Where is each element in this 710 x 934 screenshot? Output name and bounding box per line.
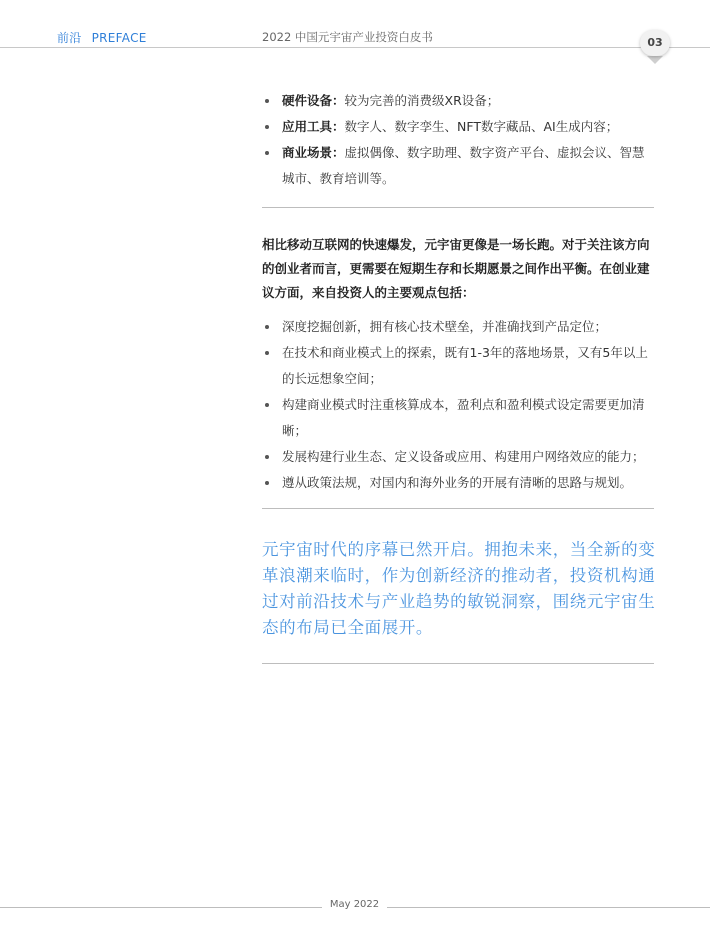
- list-item: [262, 140, 657, 192]
- list-item-text: 虚拟偶像、数字助理、数字资产平台、虚拟会议、智慧城市、教育培训等。: [282, 145, 645, 186]
- section-divider: [262, 663, 654, 664]
- footer-date: May 2022: [329, 899, 380, 910]
- footer-divider-left: [0, 907, 322, 908]
- list-item: 发展构建行业生态、定义设备或应用、构建用户网络效应的能力；: [262, 444, 657, 470]
- footer-divider-right: [387, 907, 710, 908]
- list-item-text: 数字人、数字孪生、NFT数字藏品、AI生成内容；: [344, 119, 619, 134]
- page-number-badge: 03: [640, 30, 670, 56]
- page-badge-pointer: [647, 56, 663, 64]
- section-label: [57, 29, 147, 46]
- advice-list: [262, 314, 657, 496]
- list-item-label: 应用工具：: [282, 119, 345, 134]
- list-item: 构建商业模式时注重核算成本，盈利点和盈利模式设定需要更加清晰；: [262, 392, 657, 444]
- list-item: [262, 114, 657, 140]
- quote-section: [262, 537, 657, 641]
- highlight-quote: 元宇宙时代的序幕已然开启。拥抱未来，当全新的变革浪潮来临时，作为创新经济的推动者，投资机构通过对前沿技术与产业趋势的敏锐洞察，围绕元宇宙生态的布局已全面展开。: [262, 540, 656, 637]
- intro-section: [262, 233, 657, 305]
- feature-list: [262, 88, 657, 192]
- list-item: 在技术和商业模式上的探索，既有1-3年的落地场景，又有5年以上的长远想象空间；: [262, 340, 657, 392]
- list-item-text: 较为完善的消费级XR设备；: [344, 93, 500, 108]
- list-item-label: 商业场景：: [282, 145, 345, 160]
- list-item: [262, 88, 657, 114]
- feature-list-section: [262, 88, 657, 192]
- list-item: 遵从政策法规，对国内和海外业务的开展有清晰的思路与规划。: [262, 470, 657, 496]
- section-label-cn: 前沿: [57, 31, 82, 45]
- header-divider: [0, 47, 710, 48]
- document-title: 2022 中国元宇宙产业投资白皮书: [262, 30, 433, 44]
- list-item: 深度挖掘创新，拥有核心技术壁垒，并准确找到产品定位；: [262, 314, 657, 340]
- advice-list-section: [262, 314, 657, 496]
- section-divider: [262, 508, 654, 509]
- section-label-en: PREFACE: [91, 31, 147, 45]
- section-divider: [262, 207, 654, 208]
- list-item-label: 硬件设备：: [282, 93, 345, 108]
- intro-paragraph: 相比移动互联网的快速爆发，元宇宙更像是一场长跑。对于关注该方向的创业者而言，更需要在短期生存和长期愿景之间作出平衡。在创业建议方面，来自投资人的主要观点包括：: [262, 237, 650, 300]
